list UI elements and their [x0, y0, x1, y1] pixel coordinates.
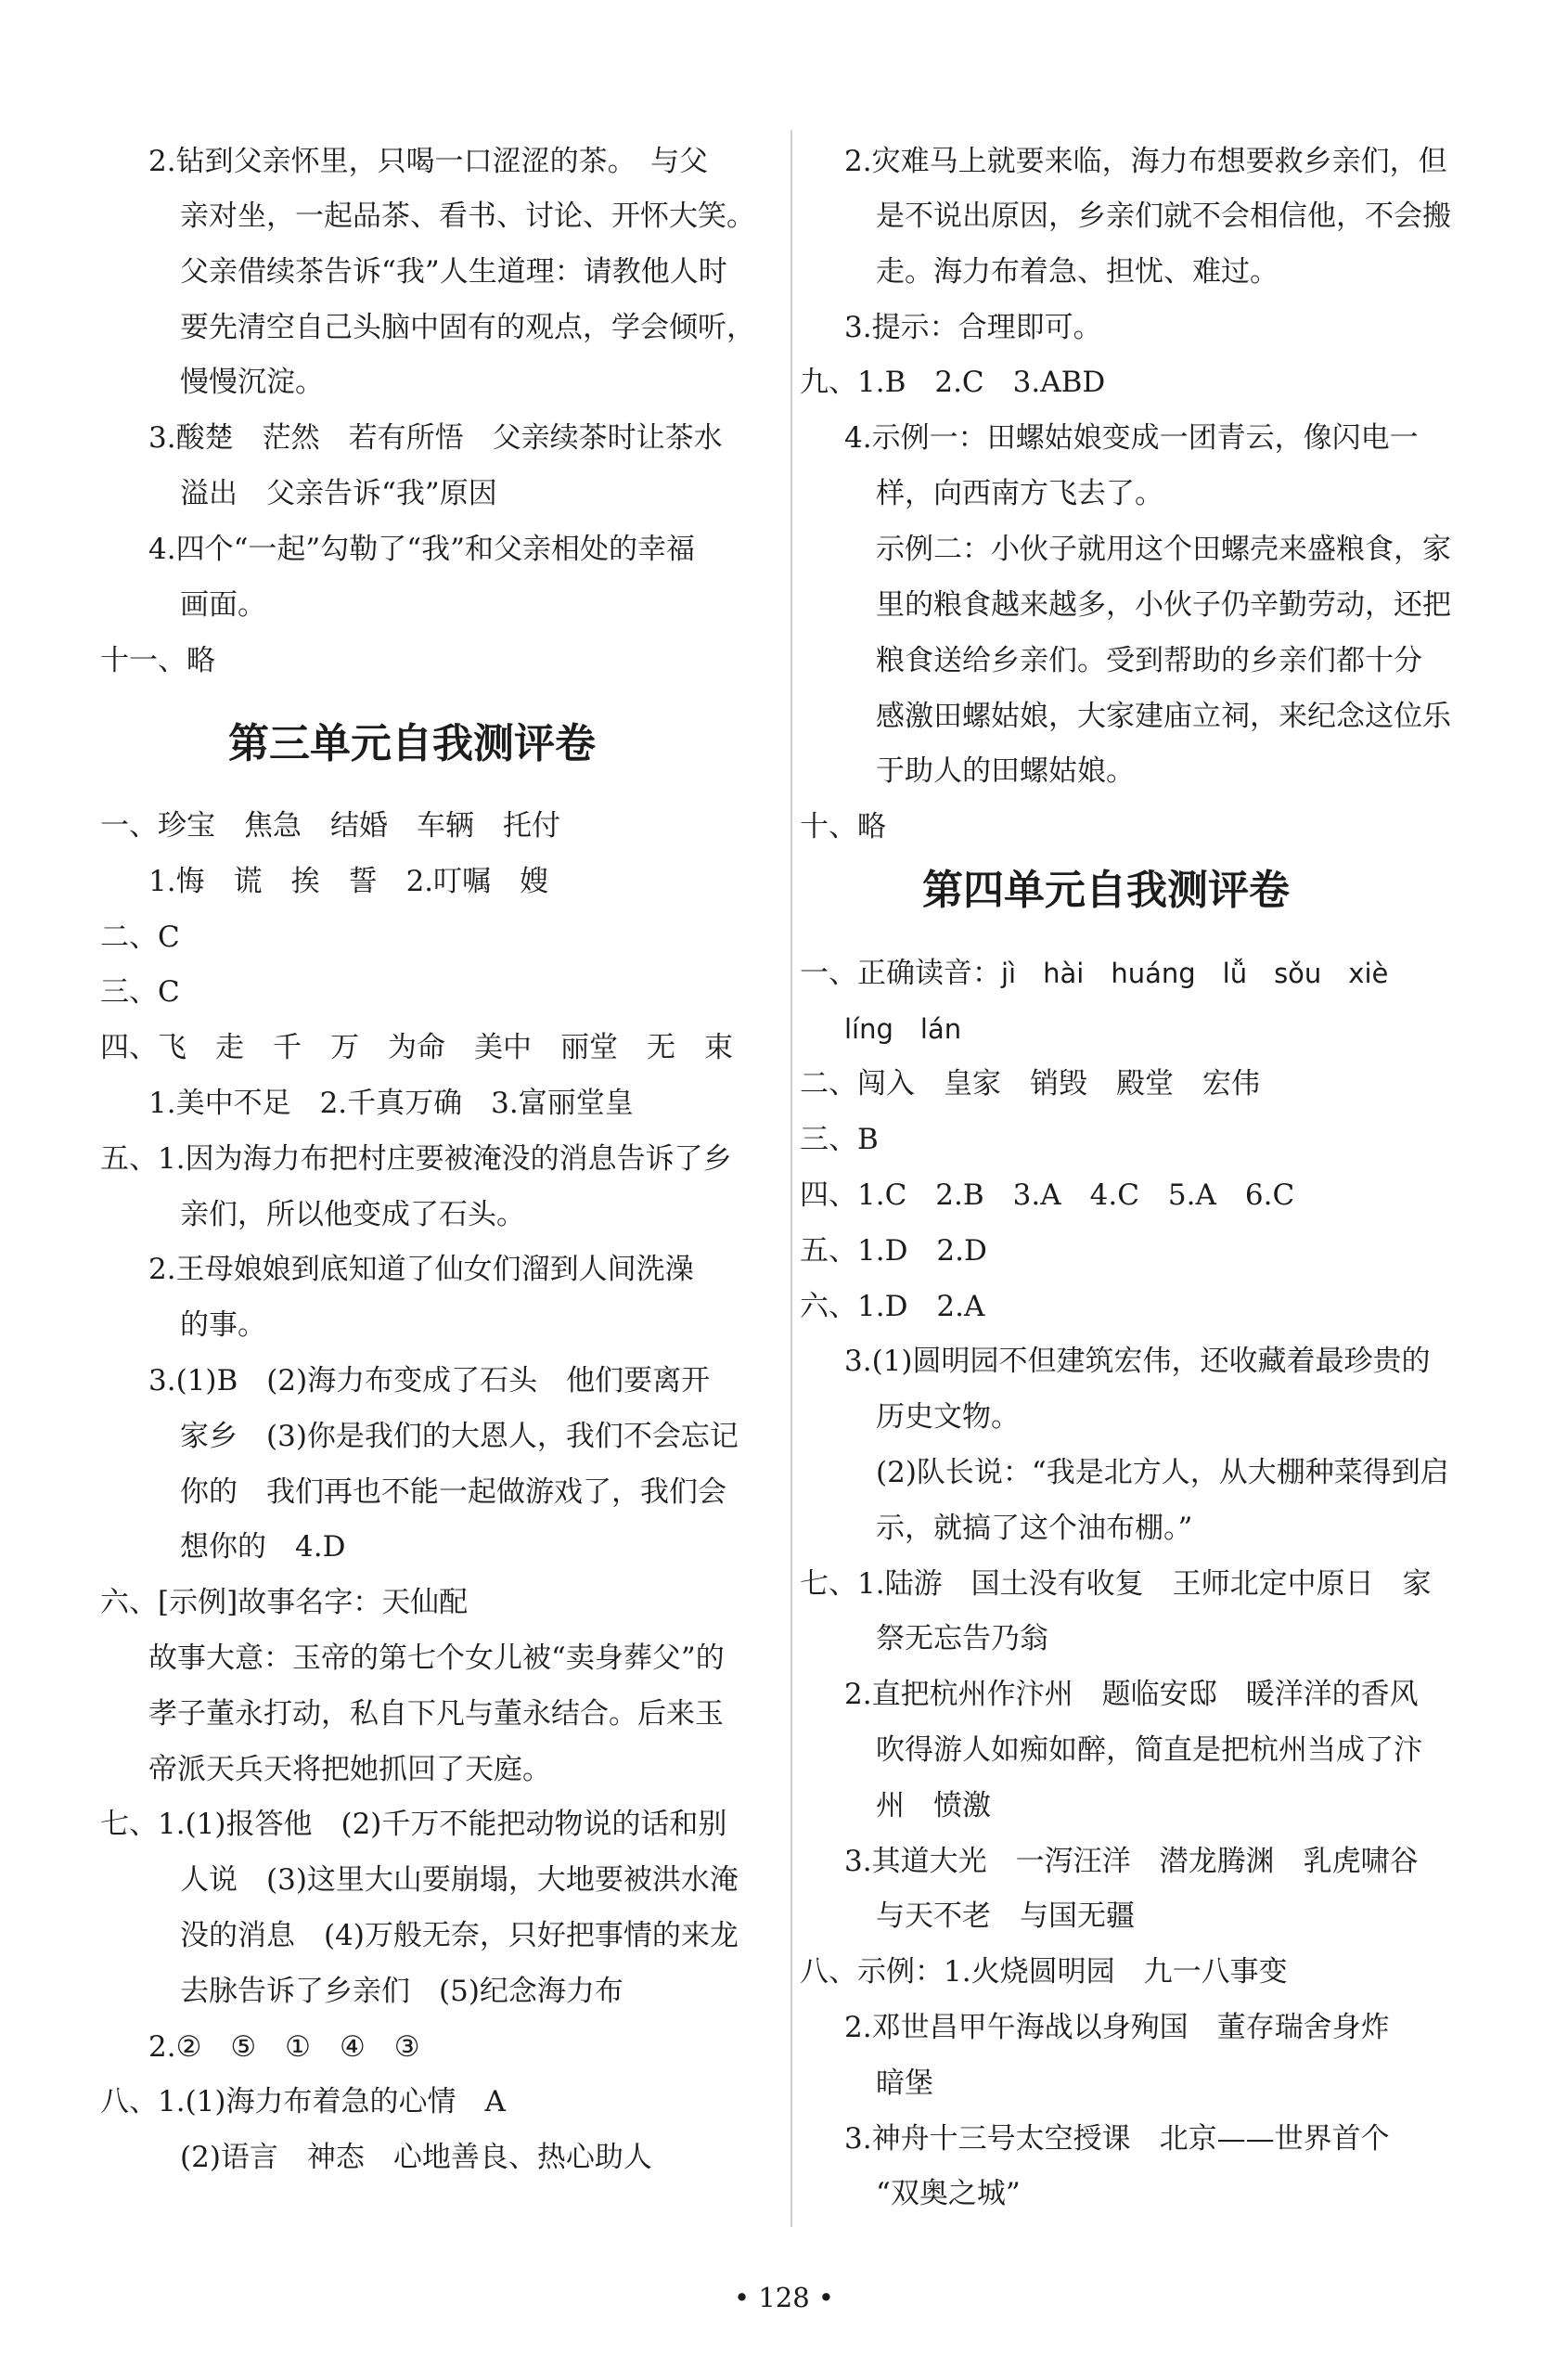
answer-line: 父亲借续茶告诉“我”人生道理：请教他人时 [180, 255, 727, 289]
answer-line: 州 愤激 [876, 1789, 991, 1822]
pinyin-answers: jì hài huáng lǚ sǒu xiè [1001, 958, 1389, 989]
pinyin-answers: líng lán [844, 1013, 962, 1045]
answer-line: (2)语言 神态 心地善良、热心助人 [180, 2141, 652, 2174]
answer-line: 四、飞 走 千 万 为命 美中 丽堂 无 束 [100, 1031, 733, 1064]
answer-line: 慢慢沉淀。 [180, 366, 324, 399]
answer-line: 示，就搞了这个油布棚。” [876, 1512, 1193, 1545]
answer-line: 要先清空自己头脑中固有的观点，学会倾听， [180, 311, 755, 344]
answer-line: 3.其道大光 一泻汪洋 潜龙腾渊 乳虎啸谷 [844, 1845, 1419, 1878]
answer-line: 粮食送给乡亲们。受到帮助的乡亲们都十分 [876, 644, 1422, 677]
answer-line: 六、1.D 2.A [800, 1290, 985, 1323]
answer-line: 感激田螺姑娘，大家建庙立祠，来纪念这位乐 [876, 700, 1451, 733]
answer-line: 四、1.C 2.B 3.A 4.C 5.A 6.C [800, 1178, 1295, 1212]
answer-line: 想你的 4.D [180, 1530, 346, 1564]
answer-line: 走。海力布着急、担忧、难过。 [876, 255, 1279, 289]
answer-line: 七、1.陆游 国土没有收复 王师北定中原日 家 [800, 1567, 1432, 1601]
answer-line: 五、1.D 2.D [800, 1234, 987, 1268]
answer-line: 吹得游人如痴如醉，简直是把杭州当成了汴 [876, 1733, 1422, 1767]
answer-line: “双奥之城” [876, 2177, 1021, 2210]
answer-line: 孝子董永打动，私自下凡与董永结合。后来玉 [148, 1697, 724, 1731]
answer-line: 3.酸楚 茫然 若有所悟 父亲续茶时让茶水 [148, 421, 723, 455]
answer-line: 历史文物。 [876, 1400, 1020, 1434]
answer-line: 2.② ⑤ ① ④ ③ [148, 2030, 420, 2064]
answer-line: 4.四个“一起”勾勒了“我”和父亲相处的幸福 [148, 533, 695, 566]
answer-line [800, 955, 1388, 992]
answer-line: 是不说出原因，乡亲们就不会相信他，不会搬 [876, 200, 1451, 233]
answer-line: 九、1.B 2.C 3.ABD [800, 366, 1106, 399]
answer-line: 十一、略 [100, 644, 215, 677]
answer-line: 3.神舟十三号太空授课 北京——世界首个 [844, 2122, 1390, 2156]
answer-line: 溢出 父亲告诉“我”原因 [180, 477, 497, 510]
answer-line: 你的 我们再也不能一起做游戏了，我们会 [180, 1475, 726, 1509]
answer-line: 一、珍宝 焦急 结婚 车辆 托付 [100, 809, 560, 843]
answer-line: 画面。 [180, 588, 266, 622]
section-heading-unit-4: 第四单元自我测评卷 [922, 867, 1290, 914]
answer-line: 里的粮食越来越多，小伙子仍辛勤劳动，还把 [876, 588, 1451, 622]
answer-line: 3.(1)圆明园不但建筑宏伟，还收藏着最珍贵的 [844, 1345, 1431, 1378]
answer-line: 二、C [100, 921, 180, 954]
answer-line: 与天不老 与国无疆 [876, 1899, 1135, 1933]
answer-line: 十、略 [800, 810, 886, 843]
answer-line: 亲对坐，一起品茶、看书、讨论、开怀大笑。 [180, 200, 755, 233]
answer-line: 暗堡 [876, 2066, 933, 2100]
answer-line: 示例二：小伙子就用这个田螺壳来盛粮食，家 [876, 533, 1451, 566]
answer-line: 三、B [800, 1123, 879, 1156]
answer-line: 三、C [100, 975, 180, 1009]
answer-line: 2.钻到父亲怀里，只喝一口涩涩的茶。 与父 [148, 145, 709, 178]
answer-line: 3.(1)B (2)海力布变成了石头 他们要离开 [148, 1364, 711, 1397]
answer-line: 八、示例：1.火烧圆明园 九一八事变 [800, 1955, 1288, 1989]
answer-line: 1.悔 谎 挨 誓 2.叮嘱 嫂 [148, 865, 549, 898]
answer-line: 故事大意：玉帝的第七个女儿被“卖身葬父”的 [148, 1642, 725, 1675]
answer-line: 祭无忘告乃翁 [876, 1622, 1048, 1655]
page-number: • 128 • [734, 2282, 834, 2313]
answer-line: 2.王母娘娘到底知道了仙女们溜到人间洗澡 [148, 1253, 694, 1286]
answer-line: 的事。 [180, 1308, 266, 1342]
pinyin-label: 一、正确读音： [800, 957, 1001, 990]
answer-line: 2.直把杭州作汴州 题临安邸 暖洋洋的香风 [844, 1678, 1419, 1711]
answer-line: 人说 (3)这里大山要崩塌，大地要被洪水淹 [180, 1863, 739, 1897]
answer-line: 六、[示例]故事名字：天仙配 [100, 1586, 469, 1619]
answer-line: 没的消息 (4)万般无奈，只好把事情的来龙 [180, 1919, 739, 1952]
answer-line: 五、1.因为海力布把村庄要被淹没的消息告诉了乡 [100, 1142, 732, 1176]
answer-line: 3.提示：合理即可。 [844, 311, 1102, 344]
answer-line: 1.美中不足 2.千真万确 3.富丽堂皇 [148, 1087, 634, 1120]
answer-line: 去脉告诉了乡亲们 (5)纪念海力布 [180, 1975, 623, 2008]
answer-line: 帝派天兵天将把她抓回了天庭。 [148, 1753, 551, 1786]
answer-line: 七、1.(1)报答他 (2)千万不能把动物说的话和别 [100, 1808, 727, 1841]
column-divider [790, 130, 792, 2227]
answer-line: 家乡 (3)你是我们的大恩人，我们不会忘记 [180, 1420, 739, 1453]
answer-line: 4.示例一：田螺姑娘变成一团青云，像闪电一 [844, 421, 1419, 455]
answer-line: 于助人的田螺姑娘。 [876, 754, 1135, 788]
answer-line: 八、1.(1)海力布着急的心情 A [100, 2085, 506, 2118]
answer-line: 2.灾难马上就要来临，海力布想要救乡亲们，但 [844, 145, 1447, 178]
answer-line: 二、闯入 皇家 销毁 殿堂 宏伟 [800, 1067, 1260, 1101]
answer-line: 样，向西南方飞去了。 [876, 477, 1163, 510]
answer-line: 亲们，所以他变成了石头。 [180, 1198, 525, 1231]
section-heading-unit-3: 第三单元自我测评卷 [228, 720, 596, 767]
answer-line: 2.邓世昌甲午海战以身殉国 董存瑞舍身炸 [844, 2011, 1390, 2044]
answer-line: (2)队长说：“我是北方人，从大棚种菜得到启 [876, 1456, 1449, 1489]
